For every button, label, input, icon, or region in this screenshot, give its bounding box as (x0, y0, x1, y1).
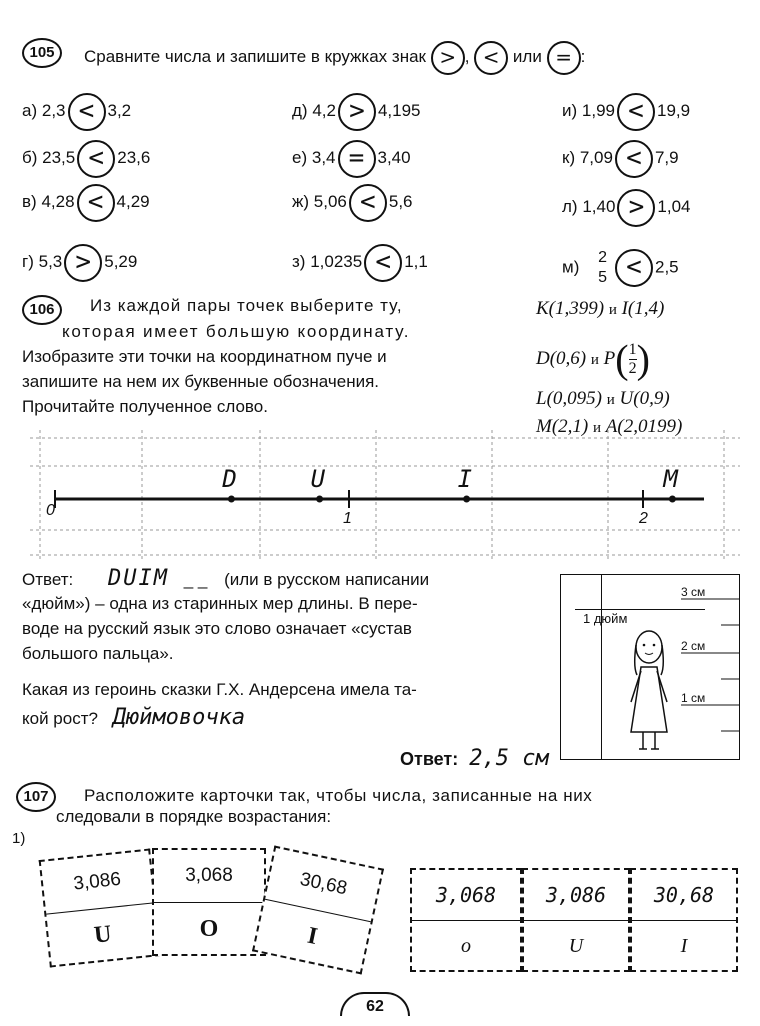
answer-text-line-1: (или в русском написании (224, 570, 430, 589)
ex107-line-2: следовали в порядке возрастания: (56, 807, 332, 826)
ex106-line-2: которая имеет большую координату. (62, 322, 411, 341)
fraction-numerator: 2 (598, 249, 607, 266)
answer-circle[interactable]: < (68, 93, 106, 131)
answer-circle[interactable]: < (349, 184, 387, 222)
answer-circle[interactable]: < (615, 249, 653, 287)
point-pair-1 (536, 298, 664, 320)
ex107-line-1: Расположите карточки так, чтобы числа, записанные на них (84, 786, 593, 805)
item-label: а) (22, 101, 38, 120)
answer-blank: _ _ (183, 570, 208, 589)
question-answer: Дюймовочка (112, 705, 246, 730)
right-value: 4,195 (377, 101, 421, 120)
point-b: U(0,9) (619, 388, 670, 409)
right-value: 1,1 (404, 252, 428, 271)
answer-circle[interactable]: > (64, 244, 102, 282)
compare-item-zh (292, 183, 413, 221)
card-number: 30,68 (632, 870, 736, 921)
question-line-1: Какая из героинь сказки Г.Х. Андерсена имела та- (22, 680, 417, 699)
exercise-number-106: 106 (22, 295, 62, 325)
exercise-105-title: Сравните числа и запишите в кружках знак (84, 47, 426, 66)
point-b: I(1,4) (621, 298, 665, 319)
question-line-2 (22, 705, 245, 730)
answer-circle[interactable]: < (77, 140, 115, 178)
card-letter: O (199, 916, 219, 942)
point-a: L(0,095) (536, 388, 602, 409)
right-value: 23,6 (117, 148, 151, 167)
card-letter: o (461, 935, 471, 957)
sign-circle-greater: > (431, 41, 465, 75)
ex106-line-1: Из каждой пары точек выберите ту, (90, 296, 403, 315)
answer-circle[interactable]: = (338, 140, 376, 178)
point-pair-2 (536, 336, 650, 382)
card-number: 3,068 (154, 850, 264, 903)
point-letter-u: U (310, 465, 326, 493)
left-value: 1,40 (582, 197, 616, 216)
colon: : (580, 47, 586, 66)
or-word: или (512, 47, 542, 66)
sorted-card-2[interactable] (522, 868, 630, 972)
compare-item-z (292, 243, 428, 281)
card-1[interactable] (39, 848, 162, 967)
girl-illustration-icon (619, 627, 679, 757)
point-b: A(2,0199) (605, 416, 683, 437)
point-mark-u (316, 496, 323, 503)
item-label-1: 1) (12, 830, 26, 847)
card-3[interactable] (252, 846, 384, 975)
ex106-line-4: запишите на нем их буквенные обозначения. (22, 372, 380, 391)
point-b-letter: P (603, 348, 616, 369)
final-answer-value: 2,5 см (469, 746, 549, 771)
point-pair-3 (536, 388, 670, 410)
compare-item-m (562, 248, 679, 286)
ex106-line-5: Прочитайте полученное слово. (22, 397, 268, 416)
left-value: 5,3 (38, 252, 63, 271)
right-value: 2,5 (655, 257, 679, 277)
fraction-denominator: 2 (628, 360, 637, 378)
close-paren: ) (636, 336, 650, 382)
left-value: 1,0235 (310, 252, 363, 271)
right-value: 1,04 (657, 197, 691, 216)
item-label: ж) (292, 192, 310, 211)
fraction (598, 248, 607, 288)
answer-circle[interactable]: > (617, 189, 655, 227)
answer-text-line-4: большого пальца». (22, 644, 174, 663)
compare-item-g (22, 243, 137, 281)
exercise-105-title-row (84, 40, 585, 74)
conj: и (592, 420, 602, 436)
answer-label: Ответ: (22, 570, 74, 589)
question-text: кой рост? (22, 709, 98, 728)
fraction (629, 341, 637, 378)
left-value: 23,5 (42, 148, 76, 167)
item-label: з) (292, 252, 306, 271)
sorted-card-3[interactable] (630, 868, 738, 972)
point-a: M(2,1) (536, 416, 589, 437)
right-value: 5,29 (104, 252, 138, 271)
compare-item-v (22, 183, 150, 221)
cm-label-1: 1 см (681, 691, 706, 705)
answer-text-line-3: воде на русский язык это слово означает «сустав (22, 619, 412, 638)
point-letter-i: I (457, 465, 473, 493)
point-letter-d: D (222, 465, 237, 493)
inch-label: 1 дюйм (583, 611, 628, 626)
answer-word: DUIM (107, 566, 169, 591)
card-number: 3,086 (524, 870, 628, 921)
conj: и (608, 302, 617, 318)
left-value: 4,28 (41, 192, 75, 211)
final-answer-label: Ответ: (400, 749, 459, 769)
exercise-number-105: 105 (22, 38, 62, 68)
answer-circle[interactable]: < (77, 184, 115, 222)
right-value: 7,9 (654, 148, 679, 167)
compare-item-a (22, 92, 131, 130)
answer-row (22, 566, 429, 591)
compare-item-l (562, 188, 691, 226)
fraction-denominator: 5 (598, 269, 607, 286)
left-value: 7,09 (579, 148, 613, 167)
card-number: 3,086 (41, 851, 154, 915)
cm-label-3: 3 см (681, 585, 706, 599)
open-paren: ( (615, 336, 629, 382)
item-label: в) (22, 192, 37, 211)
conj: и (590, 352, 599, 368)
right-value: 19,9 (657, 101, 691, 120)
item-label: г) (22, 252, 34, 271)
item-label: м) (562, 257, 580, 277)
axis-label-2: 2 (639, 510, 648, 527)
card-letter: I (680, 935, 688, 957)
axis-label-1: 1 (343, 510, 352, 527)
left-value: 2,3 (41, 101, 66, 120)
right-value: 5,6 (388, 192, 413, 211)
coordinate-ray-figure (0, 430, 760, 560)
item-label: б) (22, 148, 38, 167)
right-value: 3,40 (377, 148, 411, 167)
sorted-card-1[interactable] (410, 868, 522, 972)
cm-label-2: 2 см (681, 639, 706, 653)
item-label: л) (562, 197, 578, 216)
point-letter-m: M (663, 465, 678, 493)
right-value: 4,29 (116, 192, 150, 211)
compare-item-i (562, 92, 690, 130)
left-value: 5,06 (313, 192, 347, 211)
grid-lines (30, 430, 740, 560)
card-letter: I (305, 922, 320, 951)
conj: и (606, 392, 615, 408)
number-ray (55, 490, 704, 508)
left-value: 4,2 (312, 101, 336, 120)
point-mark-m (669, 496, 676, 503)
left-value: 3,4 (311, 148, 336, 167)
answer-text-line-2: «дюйм») – одна из старинных мер длины. В пере- (22, 594, 418, 613)
point-a: D(0,6) (536, 348, 587, 369)
item-label: е) (292, 148, 308, 167)
compare-item-e (292, 139, 411, 177)
axis-label-0: 0 (46, 502, 55, 519)
left-value: 1,99 (581, 101, 615, 120)
item-label: к) (562, 148, 576, 167)
ex106-line-3: Изобразите эти точки на координатном пуче и (22, 347, 387, 366)
answer-circle[interactable]: > (338, 93, 376, 131)
card-number: 30,68 (265, 848, 382, 922)
exercise-number-107: 107 (16, 782, 56, 812)
card-2[interactable] (152, 848, 266, 956)
right-value: 3,2 (107, 101, 132, 120)
answer-circle[interactable]: < (615, 140, 653, 178)
point-a: K(1,399) (536, 298, 605, 319)
page-number: 62 (340, 992, 410, 1016)
compare-item-k (562, 139, 679, 177)
compare-item-d (292, 92, 421, 130)
point-mark-i (463, 496, 470, 503)
fraction-numerator: 1 (628, 341, 637, 359)
answer-circle[interactable]: < (617, 93, 655, 131)
card-letter: U (92, 921, 113, 949)
sign-circle-equal: = (547, 41, 581, 75)
card-letter: U (568, 935, 584, 957)
item-label: д) (292, 101, 308, 120)
answer-circle[interactable]: < (364, 244, 402, 282)
sign-circle-less: < (474, 41, 508, 75)
comma: , (464, 47, 470, 66)
height-figure (560, 574, 740, 760)
item-label: и) (562, 101, 578, 120)
final-answer-row (400, 746, 549, 771)
point-mark-d (228, 496, 235, 503)
compare-item-b (22, 139, 150, 177)
card-number: 3,068 (412, 870, 520, 921)
